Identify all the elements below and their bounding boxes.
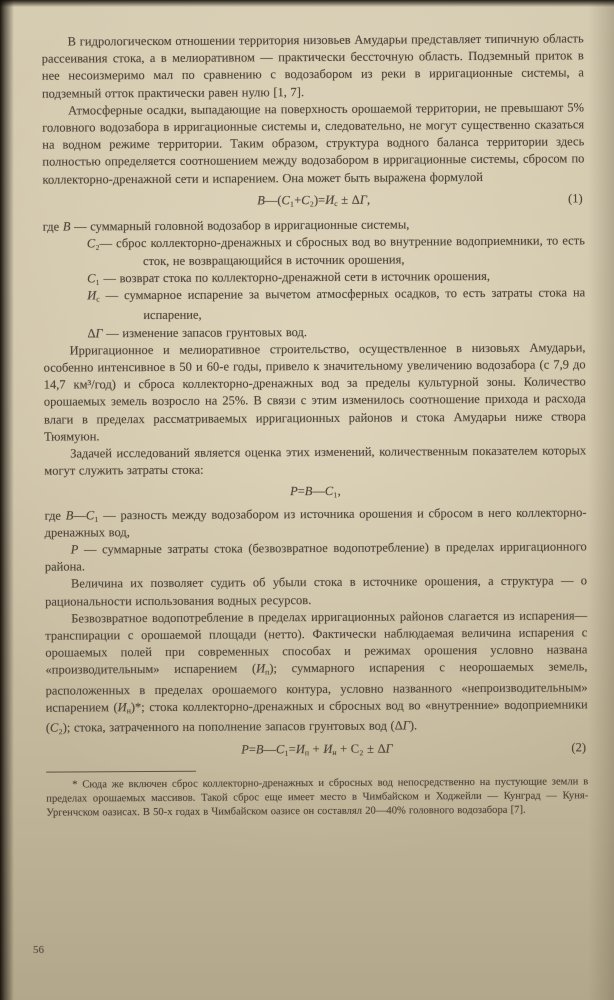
paragraph-irrigation-construction: Ирригационное и мелиоративное строительство, осуществленное в низовьях Амударьи, особенно интенсивное в 50 и 60-е годы, привело к значительному увеличению водозабора (с 7,9 до 14,7 км³/год) и сброса коллекторно-дренажных вод за пределы культурной зоны. Количество орошаемых земель возросло на 25%. В связи с этим изменилось соотношение прихода и расхода влаги в пределах рассматриваемых ирригационных районов и стока Амударьи ниже створа Тюямуюн.: [43, 340, 586, 444]
definition-Is: $И_с$ — суммарное испарение за вычетом атмосферных осадков, то есть затраты стока на испарение,: [87, 285, 586, 323]
paragraph-research-task: Задачей исследований является оценка этих изменений, количественным показателем которых могут служить затраты стока:: [44, 443, 587, 478]
footnote-text: * Сюда же включен сброс коллекторно-дренажных и сбросных вод непосредственно на пустующие земли в пределах орошаемых массивов. Такой сброс еще имеет место в Чимбайском и Ходжейли — Кунград — Куня-Ургенчском оазисах. В 50-х годах в Чимбайском оазисе он составлял 20—40% головного водозабора [7].: [46, 776, 589, 819]
definition-B: где B — суммарный головной водозабор в ирригационные системы,: [42, 217, 410, 234]
paragraph-consumptive-use: Безвозвратное водопотребление в пределах ирригационных районов слагается из испарения—транспирации с орошаемой площади (нетто). Фактически наблюдаемая величина испарения с орошаемых полей при современных способах и режимах орошения условно названа «производительным» испарением $(И_п)$; суммарного испарения с неорошаемых земель, расположенных в пределах орошаемого контура, условно названного «непроизводительным» испарением $(И_н)*$; стока коллекторно-дренажных и сбросных вод во «внутренние» водоприемники (C₂); стока, затраченного на пополнение запасов грунтовых вод (ΔГ).: [45, 608, 588, 735]
definition-C2: C₂— сброс коллекторно-дренажных и сбросных вод во внутренние водоприемники, то есть сток, не возвращающийся в источник орошения,: [86, 233, 585, 268]
equation-2-body: $P=B—C_1=И_п + И_н + C_2 \pm \Delta Г$: [241, 741, 393, 757]
definition-P: P — суммарные затраты стока (безвозвратное водопотребление) в пределах ирригационного района.: [44, 539, 587, 574]
page-number: 56: [33, 944, 44, 956]
paragraph-hydrology-intro: В гидрологическом отношении территория низовьев Амударьи представляет типичную область рассеивания стока, а в мелиоративном — практически бессточную область. Подземный приток в нее несоизмеримо мал по сравнению с водозабором из реки в ирригационные системы, а подземный отток практически равен нулю [1, 7].: [41, 31, 584, 101]
equation-1-number: (1): [567, 191, 583, 206]
footnote-divider: [46, 771, 196, 773]
equation-runoff-losses: [44, 482, 586, 503]
equation-runoff-losses-body: P=B—C₁,: [290, 484, 341, 499]
equation-2-number: (2): [571, 739, 587, 754]
equation-1: [43, 190, 585, 214]
paragraph-value-judgement: Величина их позволяет судить об убыли стока в источнике орошения, а структура — о рациональности использования водных ресурсов.: [45, 573, 587, 609]
definition-C1: C₁ — возврат стока по коллекторно-дренажной сети в источник орошения,: [87, 268, 490, 286]
definition-deltaG: ΔГ — изменение запасов грунтовых вод.: [87, 324, 308, 340]
paragraph-precipitation: Атмосферные осадки, выпадающие на поверхность орошаемой территории, не превышают 5% головного водозабора в ирригационные системы и, следовательно, не могут существенно сказаться на водном режиме территории. Таким образом, структура водного баланса территории здесь полностью определяется соотношением между водозабором в ирригационные системы, сбросом по коллекторно-дренажной сети и испарением. Она может быть выражена формулой: [42, 100, 585, 187]
equation-2: [46, 739, 588, 763]
definition-B-minus-C1: где B—C₁ — разность между водозабором из источника орошения и сбросом в него коллекторно-дренажных вод,: [44, 504, 587, 540]
page-text-block: [42, 30, 589, 820]
equation-1-body: $B—(C_1+C_2)=И_с \pm \Delta Г$,: [257, 192, 371, 208]
